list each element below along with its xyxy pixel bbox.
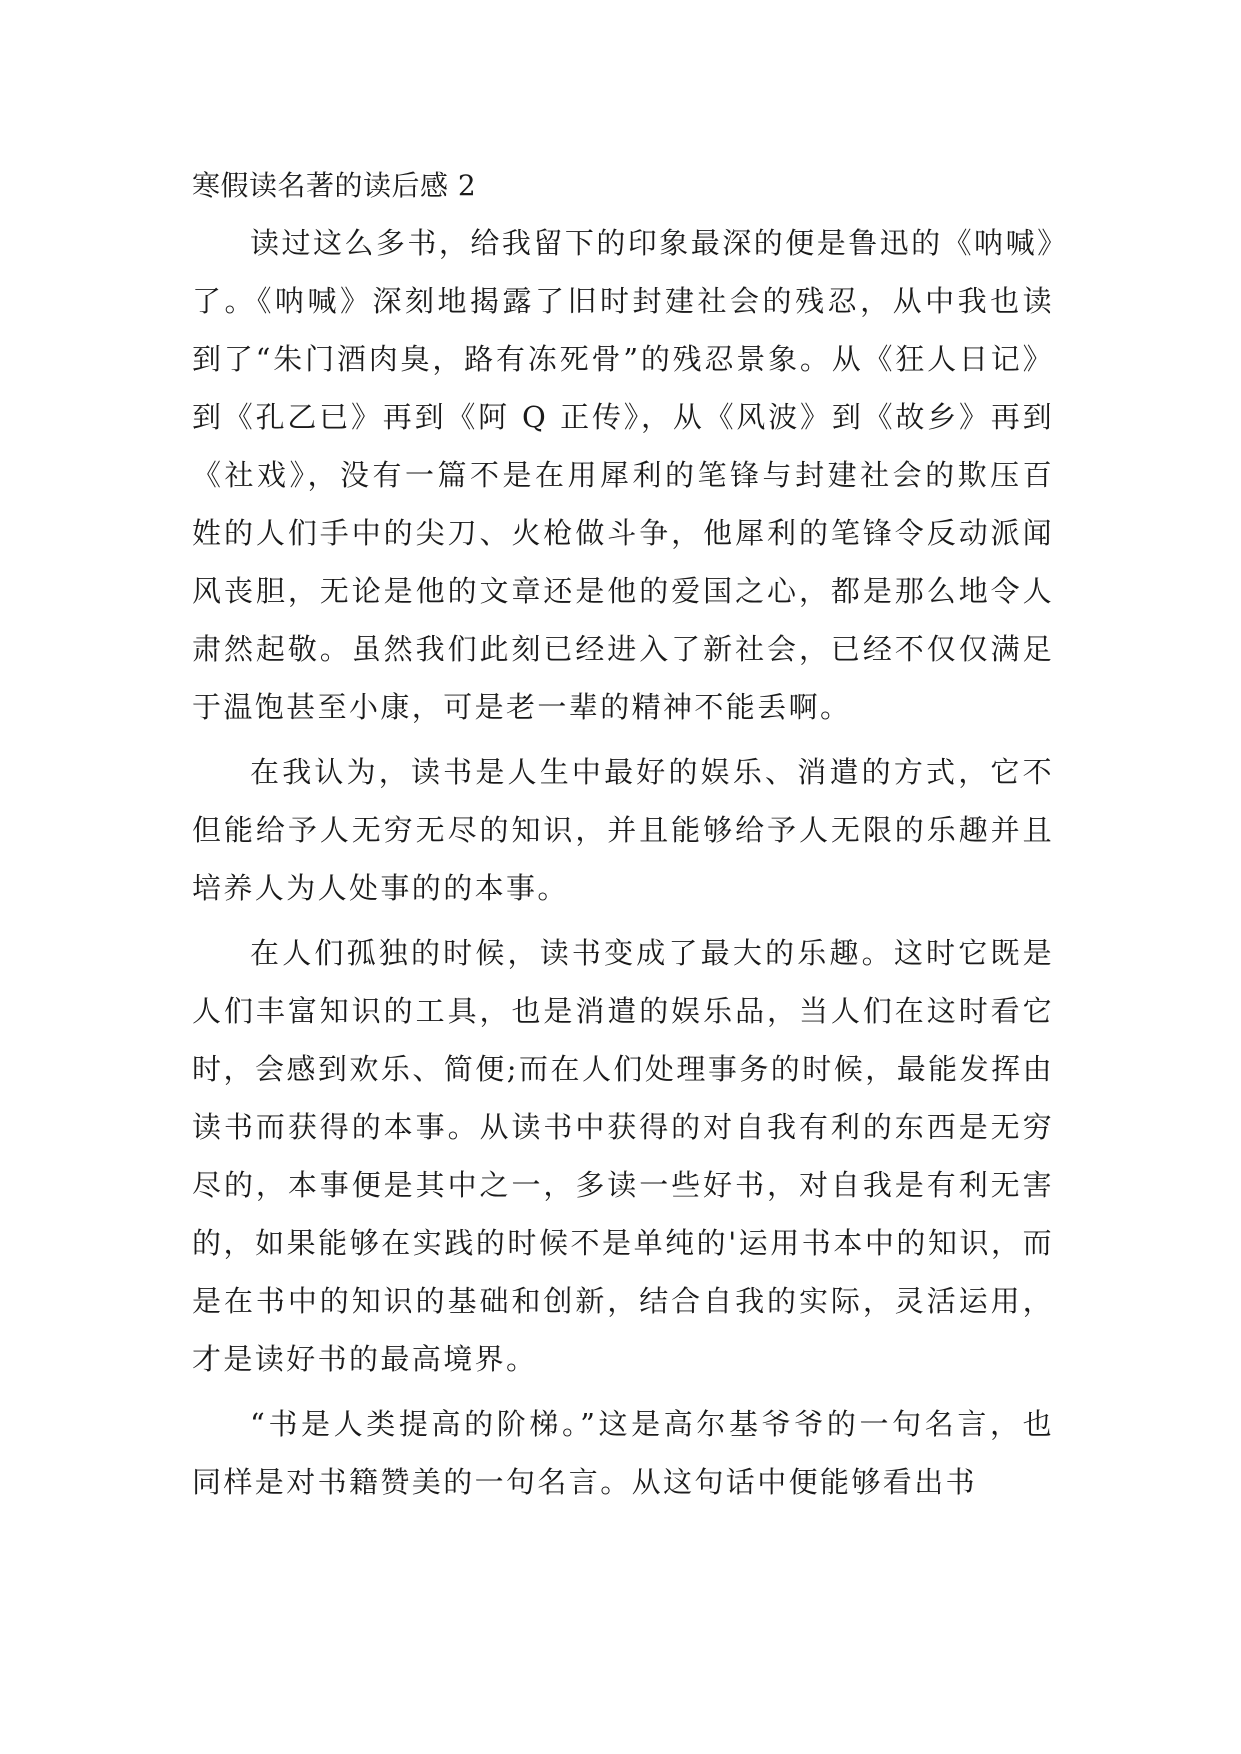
paragraph-1: 读过这么多书，给我留下的印象最深的便是鲁迅的《呐喊》了。《呐喊》深刻地揭露了旧时封建社会的残忍，从中我也读到了“朱门酒肉臭，路有冻死骨”的残忍景象。从《狂人日记》到《孔乙已》再到《阿 Q 正传》，从《风波》到《故乡》再到《社戏》，没有一篇不是在用犀利的笔锋与封建社会的欺压百姓的人们手中的尖刀、火枪做斗争，他犀利的笔锋令反动派闻风丧胆，无论是他的文章还是他的爱国之心，都是那么地令人肃然起敬。虽然我们此刻已经进入了新社会，已经不仅仅满足于温饱甚至小康，可是老一辈的精神不能丢啊。: [192, 226, 1054, 724]
paragraph-3: 在人们孤独的时候，读书变成了最大的乐趣。这时它既是人们丰富知识的工具，也是消遣的娱乐品，当人们在这时看它时，会感到欢乐、简便;而在人们处理事务的时候，最能发挥由读书而获得的本事。从读书中获得的对自我有利的东西是无穷尽的，本事便是其中之一，多读一些好书，对自我是有利无害的，如果能够在实践的时候不是单纯的'运用书本中的知识，而是在书中的知识的基础和创新，结合自我的实际，灵活运用，才是读好书的最高境界。: [192, 936, 1054, 1376]
document-title: 寒假读名著的读后感 2: [192, 169, 477, 202]
document-body: [192, 158, 1054, 1518]
paragraph-2: 在我认为，读书是人生中最好的娱乐、消遣的方式，它不但能给予人无穷无尽的知识，并且能够给予人无限的乐趣并且培养人为人处事的的本事。: [192, 755, 1054, 905]
paragraph-4: “书是人类提高的阶梯。”这是高尔基爷爷的一句名言，也同样是对书籍赞美的一句名言。从这句话中便能够看出书: [192, 1407, 1054, 1499]
